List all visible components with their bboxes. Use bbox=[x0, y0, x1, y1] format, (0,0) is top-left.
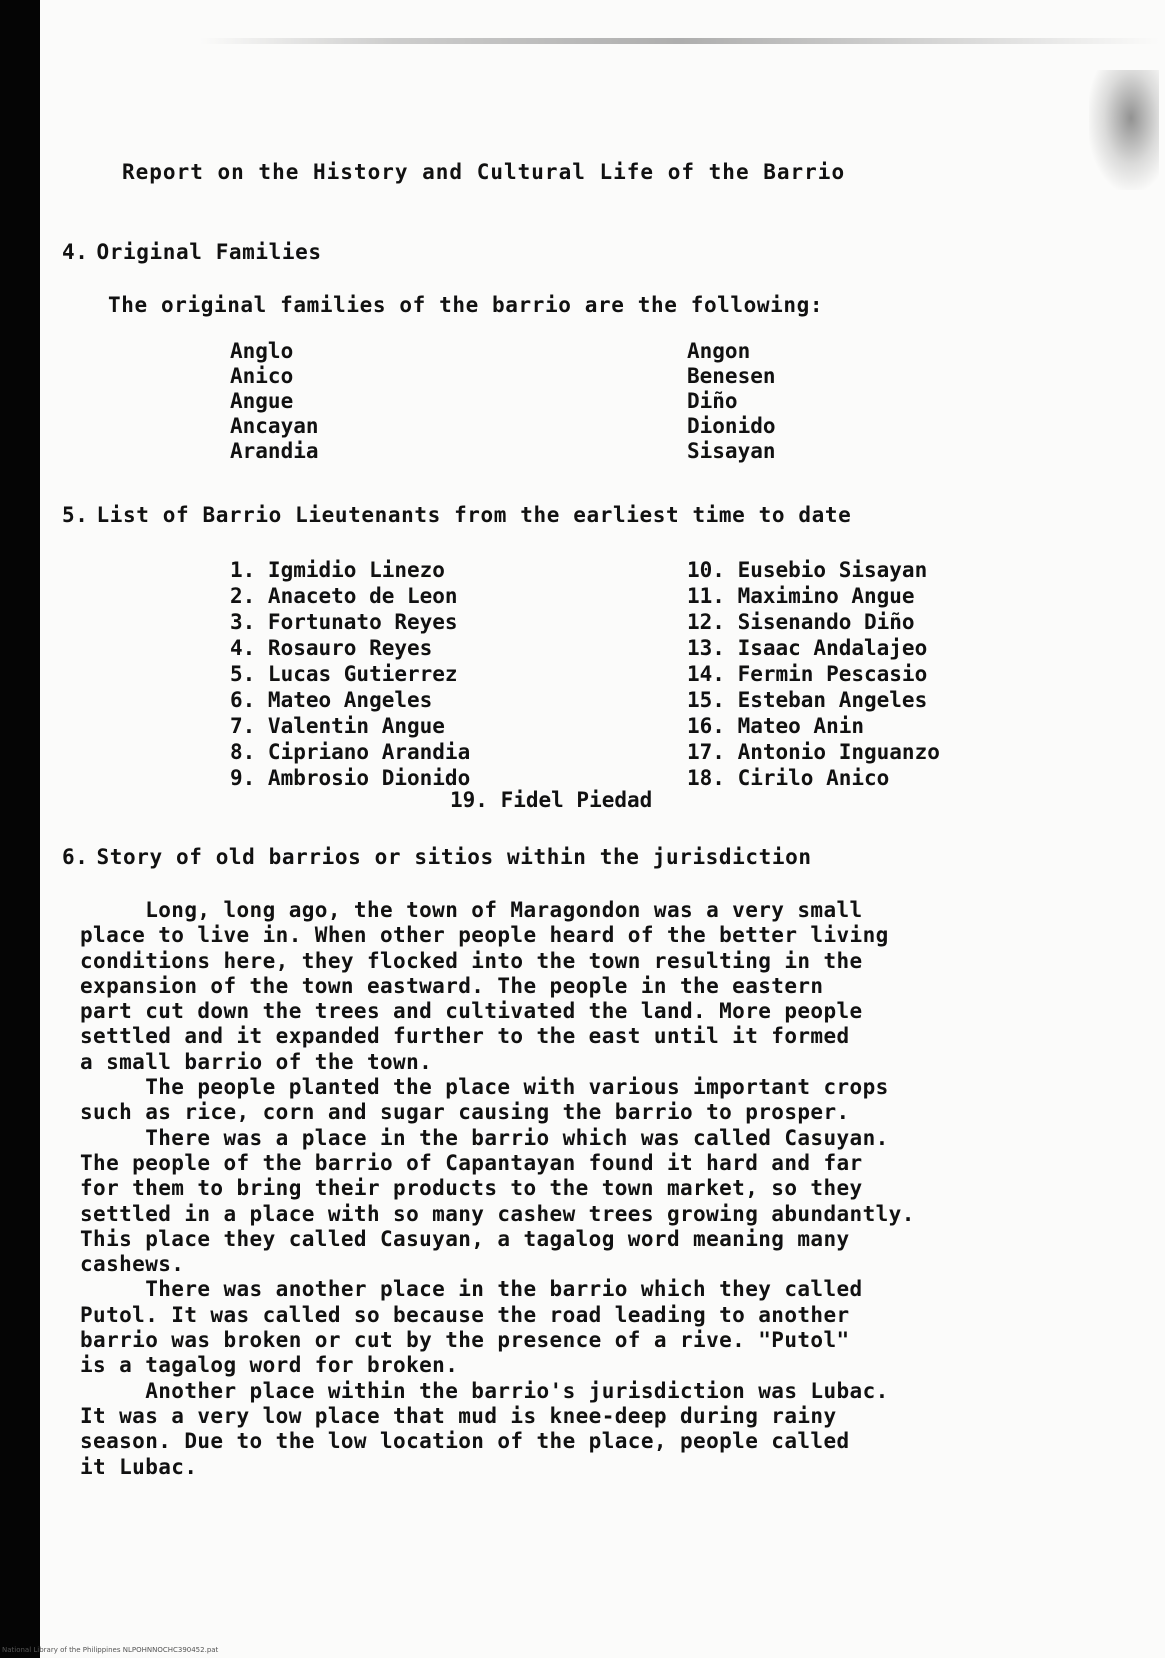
lieutenant-entry: 2. Anaceto de Leon bbox=[230, 584, 458, 608]
paragraph-line: Long, long ago, the town of Maragondon was a very small bbox=[80, 898, 863, 922]
paragraph-line: is a tagalog word for broken. bbox=[80, 1353, 459, 1378]
lieutenant-entry-last: 19. Fidel Piedad bbox=[450, 788, 653, 812]
paragraph-line: part cut down the trees and cultivated the land. More people bbox=[80, 999, 863, 1024]
paragraph-line: it Lubac. bbox=[80, 1454, 198, 1479]
paragraph-line: for them to bring their products to the town market, so they bbox=[80, 1176, 863, 1201]
lieutenants-right-column bbox=[687, 557, 940, 791]
lieutenant-entry: 14. Fermin Pescasio bbox=[687, 662, 928, 686]
lieutenant-entry: 6. Mateo Angeles bbox=[230, 688, 433, 712]
family-name: Benesen bbox=[687, 364, 776, 388]
paragraph-line: Putol. It was called so because the road leading to another bbox=[80, 1302, 850, 1327]
scan-artifact-strip bbox=[200, 38, 1160, 44]
scan-footer-caption: National Library of the Philippines NLPOHNNOCHC390452.pat bbox=[2, 1646, 219, 1654]
paragraph-line: The people planted the place with various important crops bbox=[80, 1075, 889, 1100]
lieutenant-entry: 15. Esteban Angeles bbox=[687, 688, 928, 712]
families-left-column bbox=[230, 339, 319, 464]
family-name: Ancayan bbox=[230, 414, 319, 438]
paragraph-line: a small barrio of the town. bbox=[80, 1049, 433, 1074]
family-name: Angue bbox=[230, 389, 294, 413]
report-title: Report on the History and Cultural Life of the Barrio bbox=[122, 160, 846, 184]
scan-smudge bbox=[1089, 70, 1159, 190]
lieutenant-entry: 9. Ambrosio Dionido bbox=[230, 766, 471, 790]
lieutenant-entry: 12. Sisenando Diño bbox=[687, 610, 915, 634]
lieutenant-entry: 18. Cirilo Anico bbox=[687, 766, 890, 790]
lieutenant-entry: 13. Isaac Andalajeo bbox=[687, 636, 928, 660]
section-4-heading bbox=[62, 240, 322, 264]
section-4-intro: The original families of the barrio are the following: bbox=[108, 293, 824, 317]
paragraph-line: conditions here, they flocked into the town resulting in the bbox=[80, 948, 863, 973]
scan-edge-shadow bbox=[0, 0, 40, 1658]
lieutenant-entry: 16. Mateo Anin bbox=[687, 714, 865, 738]
family-name: Dionido bbox=[687, 414, 776, 438]
paragraph-line: There was another place in the barrio which they called bbox=[80, 1277, 863, 1302]
lieutenant-entry: 1. Igmidio Linezo bbox=[230, 558, 445, 582]
section-6-title: Story of old barrios or sitios within the jurisdiction bbox=[96, 845, 812, 869]
paragraph-line: such as rice, corn and sugar causing the barrio to prosper. bbox=[80, 1100, 850, 1125]
paragraph-line: cashews. bbox=[80, 1252, 185, 1277]
family-name: Sisayan bbox=[687, 439, 776, 463]
family-name: Angon bbox=[687, 339, 751, 363]
section-5-number: 5. bbox=[62, 503, 89, 527]
paragraph-line: There was a place in the barrio which was called Casuyan. bbox=[80, 1125, 889, 1150]
paragraph-line: settled in a place with so many cashew trees growing abundantly. bbox=[80, 1201, 915, 1226]
lieutenant-entry: 11. Maximino Angue bbox=[687, 584, 915, 608]
lieutenant-entry: 5. Lucas Gutierrez bbox=[230, 662, 458, 686]
section-5-heading bbox=[62, 503, 851, 527]
section-6-heading bbox=[62, 845, 812, 869]
lieutenant-entry: 7. Valentin Angue bbox=[230, 714, 445, 738]
section-6-number: 6. bbox=[62, 845, 89, 869]
families-right-column bbox=[687, 339, 776, 464]
family-name: Arandia bbox=[230, 439, 319, 463]
family-name: Anglo bbox=[230, 339, 294, 363]
paragraph-line: Another place within the barrio's jurisdiction was Lubac. bbox=[80, 1378, 889, 1403]
paragraph-line: season. Due to the low location of the place, people called bbox=[80, 1429, 850, 1454]
paragraph-line: settled and it expanded further to the east until it formed bbox=[80, 1024, 850, 1049]
family-name: Diño bbox=[687, 389, 738, 413]
section-6-paragraph bbox=[80, 898, 1080, 1480]
lieutenants-left-column bbox=[230, 557, 470, 791]
paragraph-line: expansion of the town eastward. The people in the eastern bbox=[80, 973, 824, 998]
lieutenant-entry: 8. Cipriano Arandia bbox=[230, 740, 471, 764]
section-4-title: Original Families bbox=[96, 240, 322, 264]
family-name: Anico bbox=[230, 364, 294, 388]
lieutenant-entry: 10. Eusebio Sisayan bbox=[687, 558, 928, 582]
paragraph-line: barrio was broken or cut by the presence of a rive. "Putol" bbox=[80, 1328, 850, 1353]
paragraph-line: place to live in. When other people heard of the better living bbox=[80, 923, 889, 948]
section-4-number: 4. bbox=[62, 240, 89, 264]
paragraph-line: This place they called Casuyan, a tagalog word meaning many bbox=[80, 1226, 850, 1251]
lieutenant-entry: 4. Rosauro Reyes bbox=[230, 636, 433, 660]
section-5-title: List of Barrio Lieutenants from the earliest time to date bbox=[96, 503, 852, 527]
lieutenant-entry: 3. Fortunato Reyes bbox=[230, 610, 458, 634]
paragraph-line: The people of the barrio of Capantayan found it hard and far bbox=[80, 1150, 863, 1175]
lieutenant-entry: 17. Antonio Inguanzo bbox=[687, 740, 940, 764]
paragraph-line: It was a very low place that mud is knee-deep during rainy bbox=[80, 1403, 837, 1428]
